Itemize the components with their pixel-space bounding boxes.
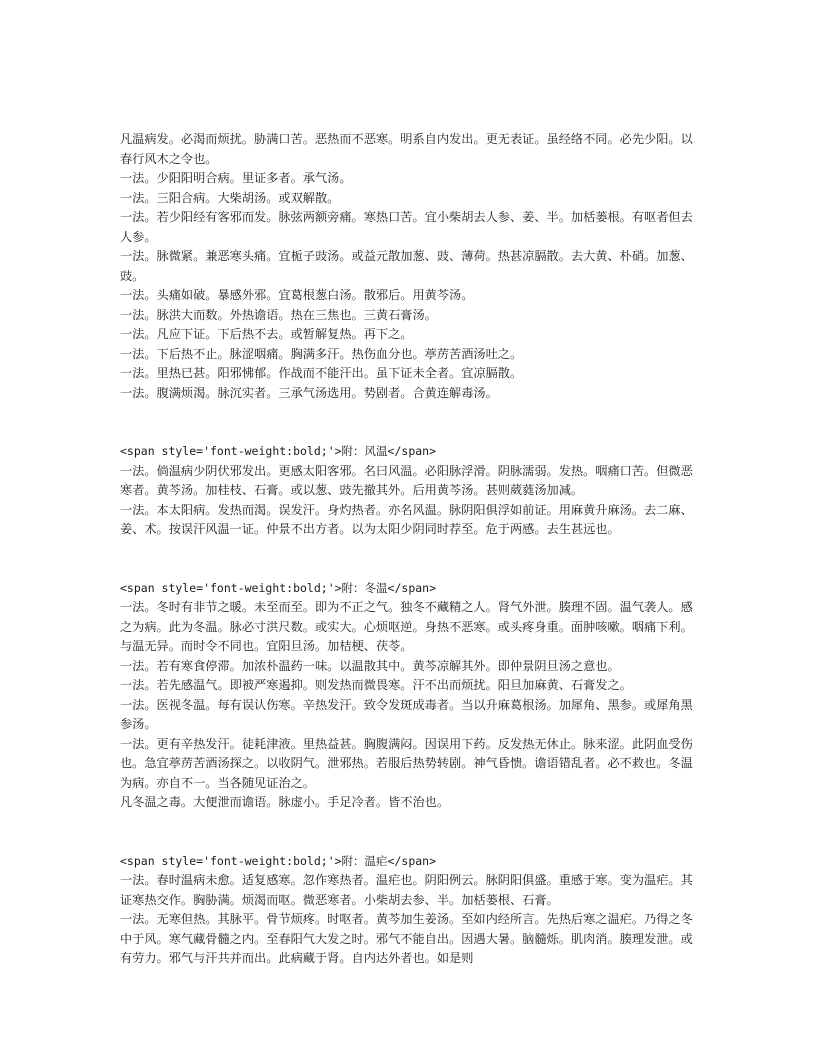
- paragraph: 一法。倘温病少阴伏邪发出。更感太阳客邪。名曰风温。必阳脉浮滑。阴脉濡弱。发热。咽痛口苦。但微恶寒者。黄芩汤。加桂枝、石膏。或以葱、豉先撤其外。后用黄芩汤。甚则葳蕤汤加减。: [120, 463, 693, 497]
- paragraph: 一法。春时温病未愈。适复感寒。忽作寒热者。温疟也。阴阳例云。脉阴阳俱盛。重感于寒。变为温疟。其证寒热交作。胸胁满。烦渴而呕。微恶寒者。小柴胡去参、半。加栝蒌根、石膏。: [120, 873, 693, 907]
- section-heading: <span style='font-weight:bold;'>附：风温</span>: [120, 444, 437, 458]
- section-wennue: [120, 852, 700, 969]
- paragraph: 一法。本太阳病。发热而渴。误发汗。身灼热者。亦名风温。脉阴阳俱浮如前证。用麻黄升麻汤。去二麻、姜、术。按误汗风温一证。仲景不出方者。以为太阳少阴同时荐至。危于两感。去生甚远也。: [120, 502, 693, 536]
- paragraph: 一法。下后热不止。脉涩咽痛。胸满多汗。热伤血分也。葶苈苦酒汤吐之。: [120, 346, 523, 361]
- section-heading: <span style='font-weight:bold;'>附：冬温</span>: [120, 580, 437, 595]
- section-fengwen: [120, 442, 700, 540]
- paragraph: 一法。更有辛热发汗。徒耗津液。里热益甚。胸腹满闷。因误用下药。反发热无休止。脉来涩。此阴血受伤也。急宜葶苈苦酒汤探之。以收阴气。泄邪热。若服后热势转剧。神气昏愦。谵语错乱者。必不救也。冬温为病。亦自不一。当各随见证治之。: [120, 736, 693, 790]
- paragraph: 一法。腹满烦渴。脉沉实者。三承气汤选用。势剧者。合黄连解毒汤。: [120, 385, 498, 400]
- document-page: [120, 130, 700, 969]
- paragraph: 一法。若先感温气。即被严寒遏抑。则发热而微畏寒。汗不出而烦扰。阳旦加麻黄、石膏发之。: [120, 678, 632, 692]
- paragraph: 凡冬温之毒。大便泄而谵语。脉虚小。手足冷者。皆不治也。: [120, 795, 450, 809]
- paragraph: 一法。三阳合病。大柴胡汤。或双解散。: [120, 190, 340, 205]
- paragraph: 一法。头痛如破。暴感外邪。宜葛根葱白汤。散邪后。用黄芩汤。: [120, 288, 474, 302]
- section-wenbing: [120, 130, 700, 403]
- section-spacer: [120, 403, 700, 442]
- paragraph: 一法。少阳阳明合病。里证多者。承气汤。: [120, 171, 352, 185]
- paragraph: 一法。若少阳经有客邪而发。脉弦两额旁痛。寒热口苦。宜小柴胡去人参、姜、半。加栝蒌根。有呕者但去人参。: [120, 210, 693, 244]
- paragraph: 一法。里热已甚。阳邪怫郁。作战而不能汗出。虽下证未全者。宜凉膈散。: [120, 366, 523, 380]
- paragraph: 一法。冬时有非节之暖。未至而至。即为不正之气。独冬不藏精之人。肾气外泄。腠理不固。温气袭人。感之为病。此为冬温。脉必寸洪尺数。或实大。心烦呕逆。身热不恶寒。或头疼身重。面肿咳嗽。咽痛下利。与温无异。而时令不同也。宜阳旦汤。加桔梗、茯苓。: [120, 600, 693, 653]
- section-heading: <span style='font-weight:bold;'>附：温疟</span>: [120, 853, 437, 868]
- paragraph: 凡温病发。必渴而烦扰。胁满口苦。恶热而不恶寒。明系自内发出。更无表证。虽经络不同。必先少阳。以春行风木之令也。: [120, 132, 693, 166]
- section-dongwen: [120, 579, 700, 813]
- section-spacer: [120, 540, 700, 579]
- paragraph: 一法。脉微紧。兼恶寒头痛。宜栀子豉汤。或益元散加葱、豉、薄荷。热甚凉膈散。去大黄、朴硝。加葱、豉。: [120, 249, 693, 283]
- paragraph: 一法。无寒但热。其脉平。骨节烦疼。时呕者。黄芩加生姜汤。至如内经所言。先热后寒之温疟。乃得之冬中于风。寒气藏骨髓之内。至春阳气大发之时。邪气不能自出。因遇大暑。脑髓烁。肌肉消。腠理发泄。或有劳力。邪气与汗共并而出。此病藏于肾。自内达外者也。如是则: [120, 912, 693, 965]
- paragraph: 一法。若有寒食停滞。加浓朴温药一味。以温散其中。黄芩凉解其外。即仲景阴旦汤之意也。: [120, 658, 620, 673]
- paragraph: 一法。凡应下证。下后热不去。或暂解复热。再下之。: [120, 327, 413, 341]
- paragraph: 一法。医视冬温。每有误认伤寒。辛热发汗。致令发斑成毒者。当以升麻葛根汤。加犀角、黑参。或犀角黑参汤。: [120, 697, 693, 731]
- section-spacer: [120, 813, 700, 852]
- paragraph: 一法。脉洪大而数。外热谵语。热在三焦也。三黄石膏汤。: [120, 307, 437, 322]
